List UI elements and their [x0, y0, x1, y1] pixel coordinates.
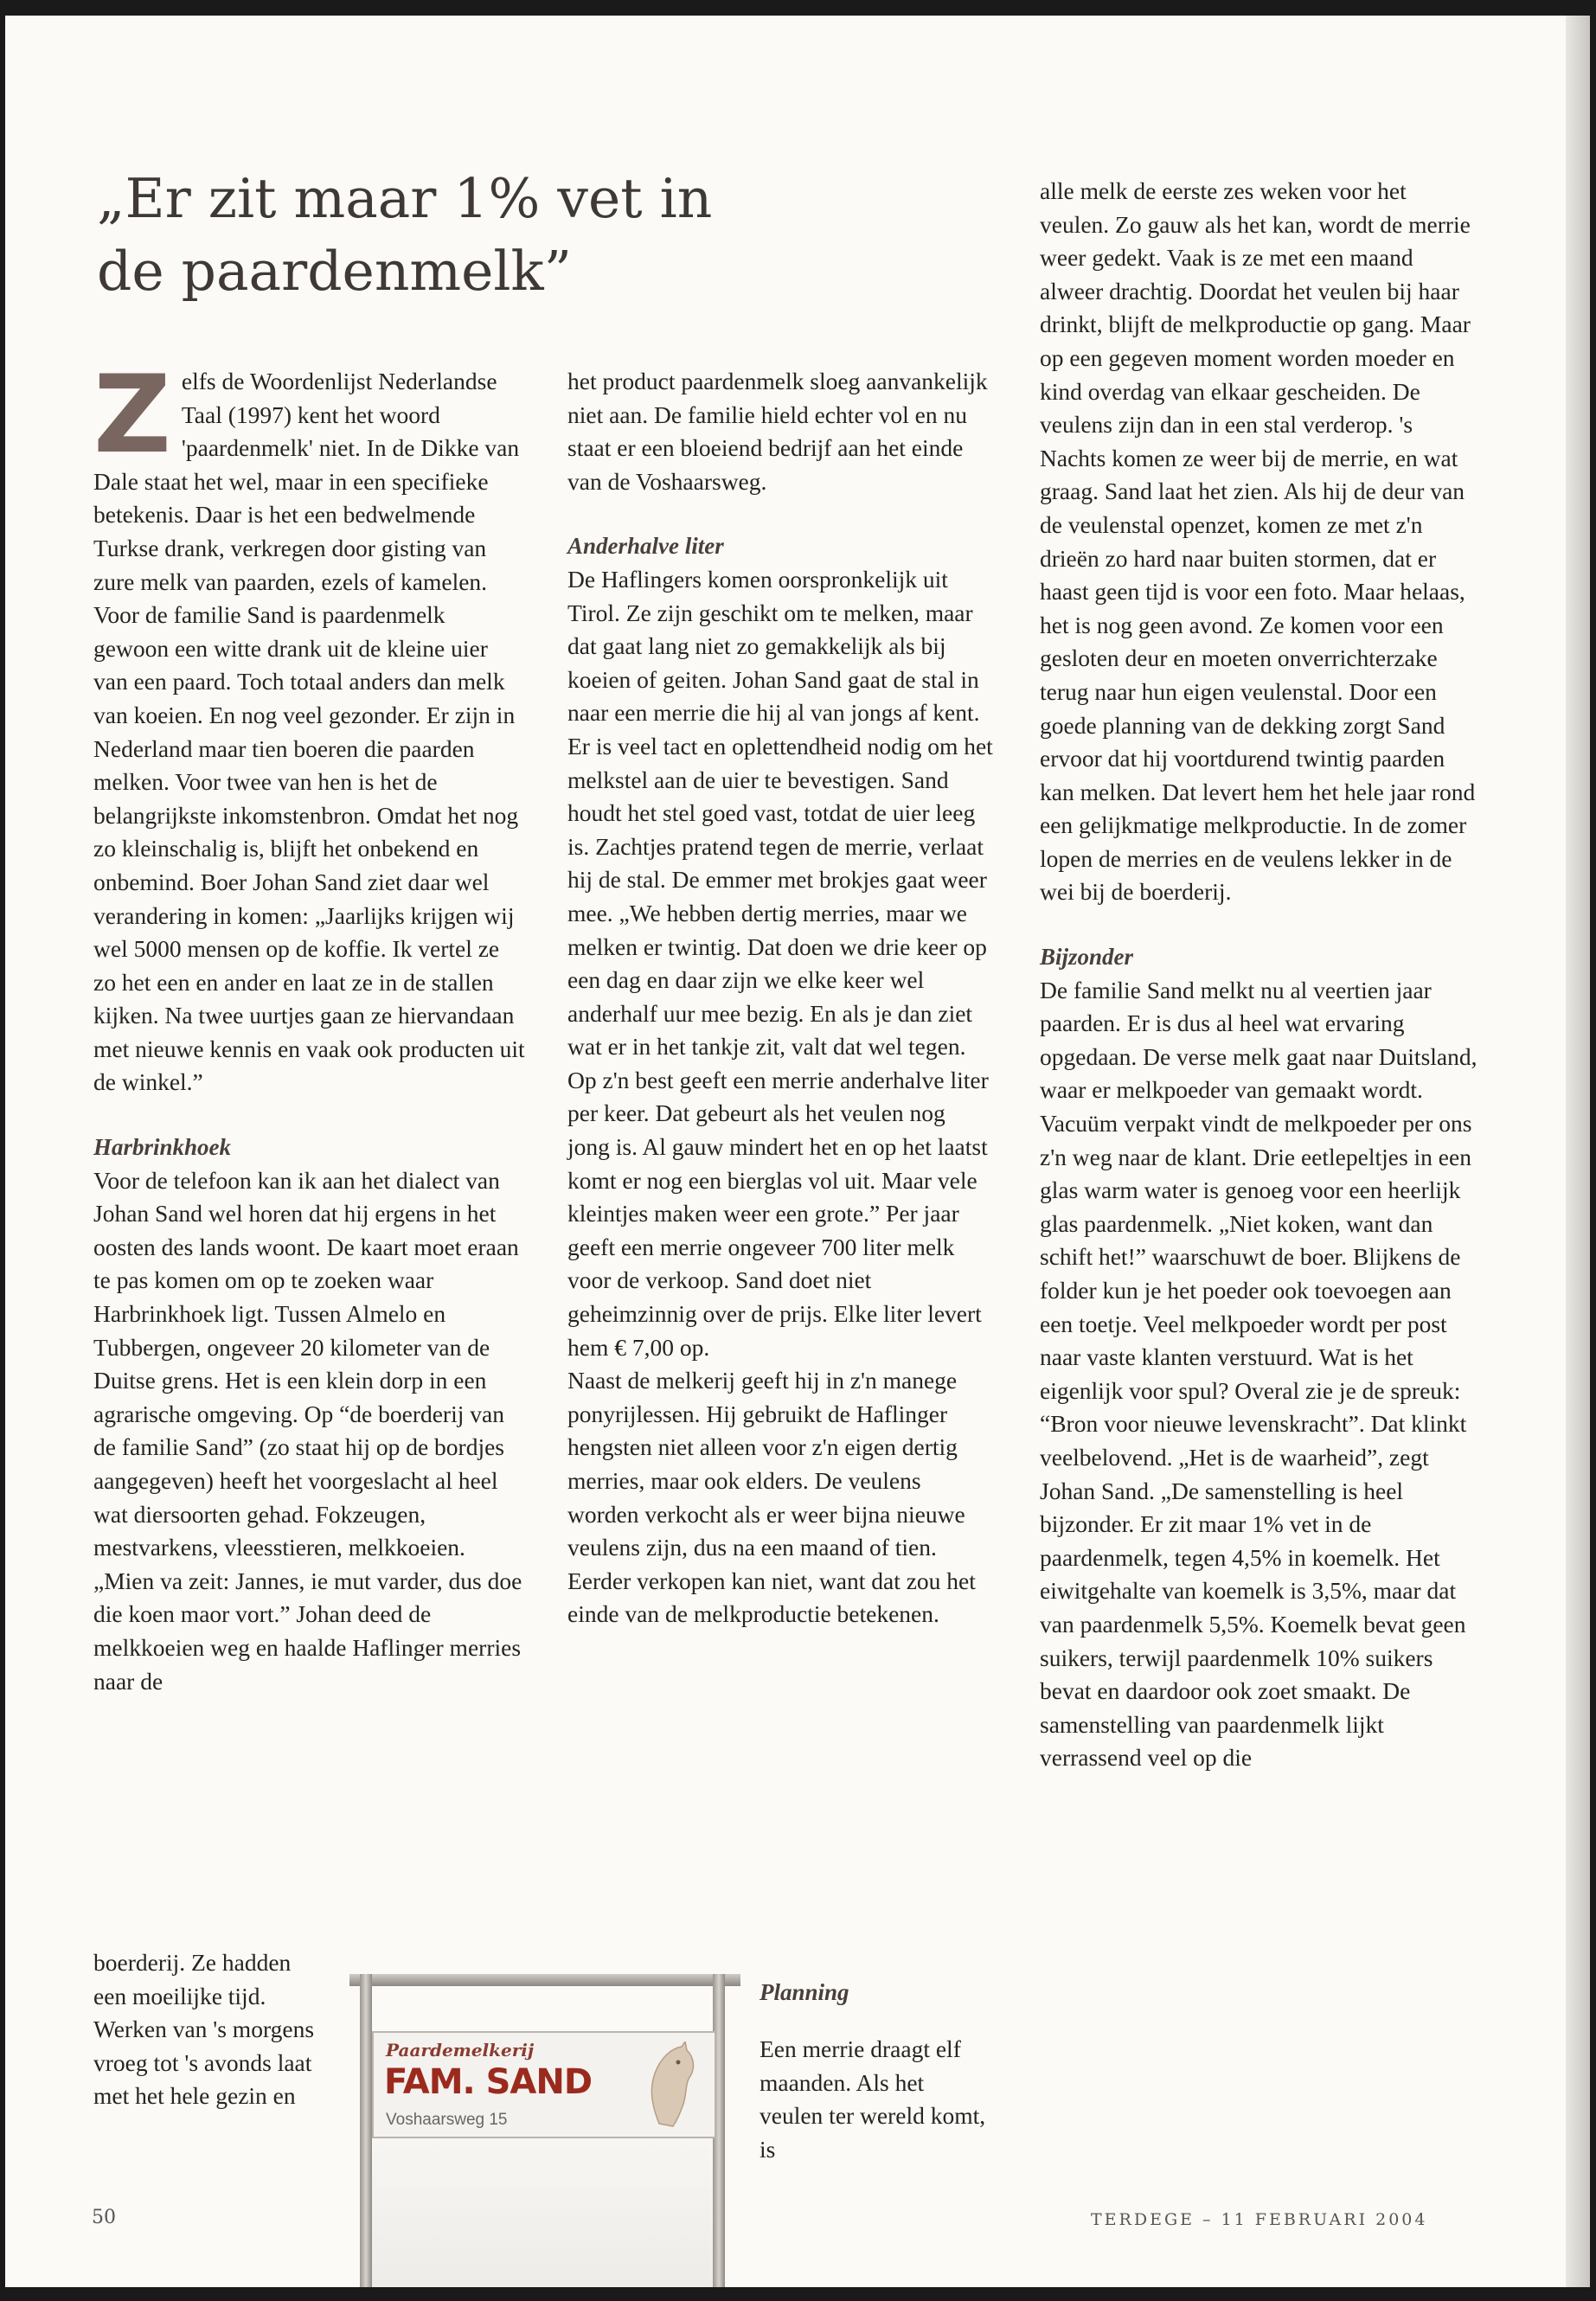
intro-text: elfs de Woordenlijst Nederlandse Taal (1997) kent het woord 'paardenmelk' niet. In de Dikke van Dale staat het wel, maar in een specifieke betekenis. Daar is het een bedwelmende Turkse drank, verkregen door gisting van zure melk van paarden, ezels of kamelen. Voor de familie Sand is paardenmelk gewoon een witte drank uit de kleine uier van een paard. Toch totaal anders dan melk van koeien. En nog veel gezonder. Er zijn in Nederland maar tien boeren die paarden melken. Voor twee van hen is het de belangrijkste inkomstenbron. Omdat het nog zo kleinschalig is, blijft het onbekend en onbemind. Boer Johan Sand ziet daar wel verandering in komen: „Jaarlijks krijgen wij wel 5000 mensen op de koffie. Ik vertel ze zo het een en ander en laat ze in de stallen kijken. Na twee uurtjes gaan ze hiervandaan met nieuwe kennis en vaak ook producten uit de winkel.” [93, 368, 525, 1096]
article-title [97, 163, 875, 308]
farm-sign-photo [349, 1974, 743, 2287]
sign-line-3: Voshaarsweg 15 [386, 2111, 508, 2129]
sign-top-bar [349, 1974, 740, 1986]
planning-block [760, 1976, 993, 2190]
column-3 [1040, 175, 1477, 1775]
sign-post-left [360, 1974, 372, 2287]
paragraph-col3-1: alle melk de eerste zes weken voor het veulen. Zo gauw als het kan, wordt de merrie weer gedekt. Vaak is ze met een maand alweer drachtig. Doordat het veulen bij haar drinkt, blijft de melkproductie op gang. Maar op een gegeven moment worden moeder en kind overdag van elkaar gescheiden. De veulens zijn dan in een stal verderop. 's Nachts komen ze weer bij de merrie, en wat graag. Sand laat het zien. Als hij de deur van de veulenstal openzet, komen ze met z'n drieën zo hard naar buiten stormen, dat er haast geen tijd is voor een foto. Maar helaas, het is nog geen avond. Ze komen voor een gesloten deur en moeten onverrichterzake terug naar hun eigen veulenstal. Door een goede planning van de dekking zorgt Sand ervoor dat hij voortdurend twintig paarden kan melken. Dat levert hem het hele jaar rond een gelijkmatige melkproductie. In de zomer lopen de merries en de veulens lekker in de wei bij de boerderij. [1040, 177, 1476, 906]
sign-lower-board [372, 2138, 713, 2287]
intro-paragraph [93, 353, 526, 1099]
drop-cap: Z [93, 353, 171, 478]
paragraph-harbrinkhoek: Voor de telefoon kan ik aan het dialect van Johan Sand wel horen dat hij ergens in het oosten des lands woont. De kaart moet eraan te pas komen om op te zoeken waar Harbrinkhoek ligt. Tussen Almelo en Tubbergen, ongeveer 20 kilometer van de Duitse grens. Het is een klein dorp in een agrarische omgeving. Op “de boerderij van de familie Sand” (zo staat hij op de bordjes aangegeven) heeft het voorgeslacht al heel wat diersoorten gehad. Fokzeugen, mestvarkens, vleesstieren, melkkoeien. „Mien va zeit: Jannes, ie mut varder, dus doe die koen maor vort.” Johan deed de melkkoeien weg en haalde Haflinger merries naar de [93, 1166, 522, 1695]
sign-line-1: Paardemelkerij [386, 2040, 535, 2061]
subheading-harbrinkhoek: Harbrinkhoek [93, 1134, 232, 1161]
paragraph-col2-1: het product paardenmelk sloeg aanvankelijk niet aan. De familie hield echter vol en nu staat er een bloeiend bedrijf aan het einde van de Voshaarsweg. [567, 368, 988, 495]
title-line-1: „Er zit maar 1% vet in [97, 167, 713, 230]
paragraph-col2-2: De Haflingers komen oorspronkelijk uit Tirol. Ze zijn geschikt om te melken, maar dat gaat lang niet zo gemakkelijk als bij koeien of geiten. Johan Sand gaat de stal in naar een merrie die hij al van jongs af kent. Er is veel tact en oplettendheid nodig om het melkstel aan de uier te bevestigen. Sand houdt het stel goed vast, totdat de uier leeg is. Zachtjes pratend tegen de merrie, verlaat hij de stal. De emmer met brokjes gaat weer mee. „We hebben dertig merries, maar we melken er twintig. Dat doen we drie keer op een dag en daar zijn we elke keer wel anderhalf uur mee bezig. En als je dan ziet wat er in het tankje zit, valt dat wel tegen. Op z'n best geeft een merrie anderhalve liter per keer. Dat gebeurt als het veulen nog jong is. Al gauw mindert het en op het laatst komt er nog een bierglas vol uit. Maar vele kleintjes maken weer een grote.” Per jaar geeft een merrie ongeveer 700 liter melk voor de verkoop. Sand doet niet geheimzinnig over de prijs. Elke liter levert hem € 7,00 op. [567, 565, 993, 1361]
page-edge-shadow [1566, 16, 1590, 2287]
column-2 [567, 365, 993, 1631]
subheading-anderhalve-liter: Anderhalve liter [567, 533, 724, 560]
magazine-page [5, 16, 1590, 2287]
paragraph-col3-2: De familie Sand melkt nu al veertien jaar paarden. Er is dus al heel wat ervaring opgedaan. De verse melk gaat naar Duitsland, waar er melkpoeder van gemaakt wordt. Vacuüm verpakt vindt de melkpoeder per ons z'n weg naar de klant. Drie eetlepeltjes in een glas warm water is genoeg voor een heerlijk glas paardenmelk. „Niet koken, want dan schift het!” waarschuwt de boer. Blijkens de folder kun je het poeder ook toevoegen aan een toetje. Veel melkpoeder wordt per post naar vaste klanten verstuurd. Wat is het eigenlijk voor spul? Overal zie je de spreuk: “Bron voor nieuwe levenskracht”. Dat klinkt veelbelovend. „Het is de waarheid”, zegt Johan Sand. „De samenstelling is heel bijzonder. Er zit maar 1% vet in de paardenmelk, tegen 4,5% in koemelk. Het eiwitgehalte van koemelk is 3,5%, maar dat van paardenmelk 5,5%. Koemelk bevat geen suikers, terwijl paardenmelk 10% suikers bevat en daardoor ook zoet smaakt. De samenstelling van paardenmelk lijkt verrassend veel op die [1040, 976, 1477, 1772]
sign-line-2: FAM. SAND [384, 2062, 593, 2102]
publication-footer: TERDEGE – 11 FEBRUARI 2004 [1091, 2210, 1428, 2229]
horse-head-icon [633, 2041, 702, 2128]
column-1-wrap-text: boerderij. Ze hadden een moeilijke tijd. Werken van 's morgens vroeg tot 's avonds laat met het hele gezin en [93, 1949, 315, 2110]
paragraph-planning: Een merrie draagt elf maanden. Als het veulen ter wereld komt, is [760, 2035, 986, 2163]
subheading-planning: Planning [760, 1979, 849, 2005]
page-number: 50 [92, 2207, 116, 2228]
title-line-2: de paardenmelk” [97, 240, 572, 303]
sign-board [372, 2031, 716, 2138]
subheading-bijzonder: Bijzonder [1040, 944, 1134, 971]
paragraph-col2-3: Naast de melkerij geeft hij in z'n manege ponyrijlessen. Hij gebruikt de Haflinger hengsten niet alleen voor z'n eigen dertig merries, maar ook elders. De veulens worden verkocht als er weer bijna nieuwe veulens zijn, dus na een maand of tien. Eerder verkopen kan niet, want dat zou het einde van de melkproductie betekenen. [567, 1367, 976, 1628]
column-1 [93, 353, 526, 1698]
